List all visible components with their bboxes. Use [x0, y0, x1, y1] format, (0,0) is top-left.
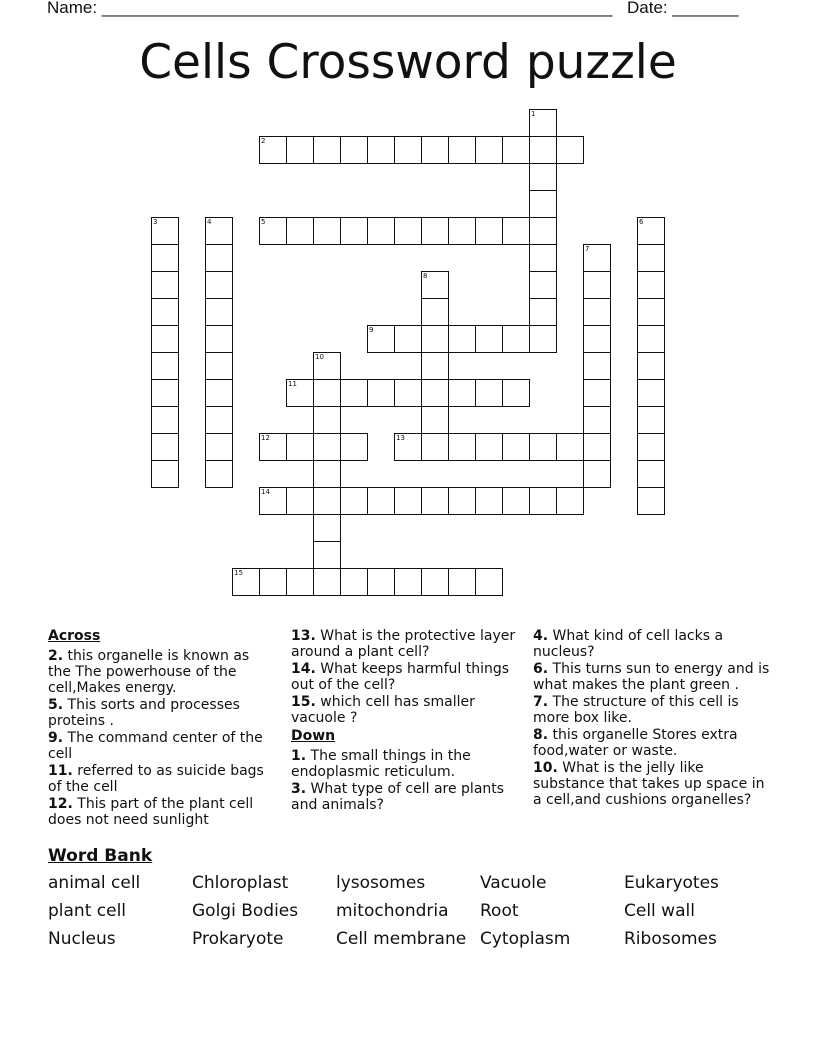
- clue-item: [48, 648, 273, 696]
- clues-column-2: [291, 628, 516, 814]
- clue-text: The command center of the cell: [48, 730, 263, 762]
- clue-item: [533, 694, 771, 726]
- crossword-cell[interactable]: [367, 379, 395, 407]
- crossword-cell[interactable]: [556, 487, 584, 515]
- word-bank-item: Prokaryote: [192, 929, 284, 949]
- crossword-cell[interactable]: [313, 379, 341, 407]
- crossword-cell[interactable]: [394, 136, 422, 164]
- crossword-cell[interactable]: [529, 217, 557, 245]
- crossword-cell[interactable]: [421, 487, 449, 515]
- clue-item: [48, 796, 273, 828]
- cell-number: 8: [423, 272, 428, 280]
- crossword-cell[interactable]: [475, 568, 503, 596]
- crossword-cell[interactable]: [340, 217, 368, 245]
- clue-number: 14.: [291, 661, 316, 677]
- crossword-cell[interactable]: [421, 136, 449, 164]
- crossword-cell[interactable]: [556, 433, 584, 461]
- crossword-cell[interactable]: [583, 298, 611, 326]
- crossword-cell[interactable]: [421, 379, 449, 407]
- crossword-cell[interactable]: [394, 487, 422, 515]
- clue-number: 11.: [48, 763, 73, 779]
- crossword-cell[interactable]: [583, 460, 611, 488]
- crossword-cell[interactable]: [529, 487, 557, 515]
- crossword-cell[interactable]: [313, 433, 341, 461]
- crossword-cell[interactable]: [286, 217, 314, 245]
- crossword-cell[interactable]: [313, 406, 341, 434]
- crossword-cell[interactable]: [151, 298, 179, 326]
- crossword-cell[interactable]: [475, 433, 503, 461]
- crossword-cell[interactable]: [205, 406, 233, 434]
- crossword-cell[interactable]: [421, 271, 449, 299]
- word-bank-item: plant cell: [48, 901, 127, 921]
- word-bank-item: Nucleus: [48, 929, 116, 949]
- crossword-cell[interactable]: [529, 244, 557, 272]
- clues-column-1: [48, 628, 273, 829]
- crossword-cell[interactable]: [502, 379, 530, 407]
- crossword-cell[interactable]: [637, 406, 665, 434]
- crossword-cell[interactable]: [205, 298, 233, 326]
- crossword-cell[interactable]: [475, 217, 503, 245]
- crossword-cell[interactable]: [151, 433, 179, 461]
- crossword-cell[interactable]: [259, 433, 287, 461]
- cell-number: 7: [585, 245, 590, 253]
- crossword-cell[interactable]: [529, 190, 557, 218]
- crossword-cell[interactable]: [340, 379, 368, 407]
- crossword-cell[interactable]: [151, 271, 179, 299]
- word-bank-item: Cell membrane: [336, 929, 467, 949]
- across-heading: Across: [48, 628, 101, 644]
- word-bank-item: lysosomes: [336, 873, 426, 893]
- crossword-cell[interactable]: [448, 568, 476, 596]
- crossword-cell[interactable]: [556, 136, 584, 164]
- clue-item: [291, 748, 516, 780]
- crossword-cell[interactable]: [421, 433, 449, 461]
- cell-number: 5: [261, 218, 266, 226]
- clue-number: 8.: [533, 727, 549, 743]
- crossword-cell[interactable]: [286, 379, 314, 407]
- crossword-cell[interactable]: [475, 325, 503, 353]
- word-bank-item: Cell wall: [624, 901, 695, 921]
- clue-number: 10.: [533, 760, 558, 776]
- down-heading: Down: [291, 728, 336, 744]
- crossword-cell[interactable]: [421, 217, 449, 245]
- crossword-cell[interactable]: [583, 352, 611, 380]
- crossword-cell[interactable]: [529, 271, 557, 299]
- clue-number: 1.: [291, 748, 307, 764]
- clue-text: this organelle Stores extra food,water or waste.: [533, 727, 738, 759]
- crossword-cell[interactable]: [367, 487, 395, 515]
- crossword-cell[interactable]: [259, 568, 287, 596]
- clue-item: [533, 727, 771, 759]
- crossword-cell[interactable]: [448, 487, 476, 515]
- word-bank-item: Vacuole: [480, 873, 547, 893]
- crossword-cell[interactable]: [475, 487, 503, 515]
- crossword-cell[interactable]: [583, 244, 611, 272]
- cell-number: 2: [261, 137, 266, 145]
- clue-number: 5.: [48, 697, 64, 713]
- crossword-cell[interactable]: [475, 136, 503, 164]
- clue-item: [291, 781, 516, 813]
- crossword-cell[interactable]: [367, 325, 395, 353]
- crossword-cell[interactable]: [448, 136, 476, 164]
- clue-number: 4.: [533, 628, 549, 644]
- cell-number: 12: [261, 434, 270, 442]
- clue-text: This turns sun to energy and is what makes the plant green .: [533, 661, 770, 693]
- crossword-cell[interactable]: [151, 217, 179, 245]
- crossword-cell[interactable]: [313, 460, 341, 488]
- crossword-cell[interactable]: [313, 136, 341, 164]
- crossword-cell[interactable]: [421, 298, 449, 326]
- clue-item: [48, 730, 273, 762]
- cell-number: 3: [153, 218, 158, 226]
- crossword-cell[interactable]: [205, 244, 233, 272]
- crossword-cell[interactable]: [286, 136, 314, 164]
- cell-number: 13: [396, 434, 405, 442]
- word-bank-item: Eukaryotes: [624, 873, 719, 893]
- word-bank-item: Ribosomes: [624, 929, 717, 949]
- crossword-cell[interactable]: [286, 487, 314, 515]
- clue-number: 6.: [533, 661, 549, 677]
- crossword-cell[interactable]: [313, 217, 341, 245]
- crossword-cell[interactable]: [637, 298, 665, 326]
- name-label: Name: ______________________________________________________: [47, 0, 613, 17]
- clue-text: which cell has smaller vacuole ?: [291, 694, 475, 726]
- crossword-cell[interactable]: [421, 325, 449, 353]
- crossword-cell[interactable]: [475, 379, 503, 407]
- crossword-cell[interactable]: [502, 325, 530, 353]
- crossword-cell[interactable]: [421, 352, 449, 380]
- crossword-cell[interactable]: [367, 136, 395, 164]
- crossword-cell[interactable]: [529, 109, 557, 137]
- crossword-cell[interactable]: [151, 325, 179, 353]
- date-blank: _______: [672, 0, 739, 17]
- crossword-cell[interactable]: [529, 136, 557, 164]
- crossword-cell[interactable]: [583, 406, 611, 434]
- clue-text: What is the jelly like substance that takes up space in a cell,and cushions organelles?: [533, 760, 765, 808]
- crossword-cell[interactable]: [529, 298, 557, 326]
- crossword-cell[interactable]: [583, 433, 611, 461]
- clue-item: [291, 628, 516, 660]
- cell-number: 11: [288, 380, 297, 388]
- crossword-cell[interactable]: [205, 352, 233, 380]
- clue-text: referred to as suicide bags of the cell: [48, 763, 264, 795]
- crossword-cell[interactable]: [232, 568, 260, 596]
- cell-number: 6: [639, 218, 644, 226]
- clue-number: 12.: [48, 796, 73, 812]
- clue-item: [48, 763, 273, 795]
- word-bank-item: Root: [480, 901, 519, 921]
- crossword-cell[interactable]: [529, 163, 557, 191]
- date-label: Date: _______: [627, 0, 739, 17]
- word-bank-item: Chloroplast: [192, 873, 289, 893]
- clue-item: [533, 628, 771, 660]
- crossword-cell[interactable]: [313, 487, 341, 515]
- crossword-cell[interactable]: [205, 217, 233, 245]
- crossword-cell[interactable]: [637, 271, 665, 299]
- word-bank-item: animal cell: [48, 873, 141, 893]
- crossword-cell[interactable]: [502, 487, 530, 515]
- crossword-cell[interactable]: [637, 379, 665, 407]
- cell-number: 1: [531, 110, 536, 118]
- word-bank-item: mitochondria: [336, 901, 449, 921]
- crossword-cell[interactable]: [583, 325, 611, 353]
- crossword-cell[interactable]: [205, 379, 233, 407]
- cell-number: 14: [261, 488, 270, 496]
- crossword-cell[interactable]: [448, 217, 476, 245]
- clue-item: [291, 661, 516, 693]
- clue-text: What type of cell are plants and animals?: [291, 781, 505, 813]
- word-bank-item: Golgi Bodies: [192, 901, 299, 921]
- crossword-cell[interactable]: [637, 433, 665, 461]
- crossword-cell[interactable]: [394, 217, 422, 245]
- clue-item: [533, 760, 771, 808]
- crossword-cell[interactable]: [151, 460, 179, 488]
- crossword-cell[interactable]: [205, 271, 233, 299]
- crossword-cell[interactable]: [583, 271, 611, 299]
- clue-text: What kind of cell lacks a nucleus?: [533, 628, 724, 660]
- crossword-cell[interactable]: [205, 433, 233, 461]
- clue-number: 2.: [48, 648, 64, 664]
- name-blank: ______________________________________________________: [101, 0, 613, 17]
- cell-number: 4: [207, 218, 212, 226]
- word-bank-item: Cytoplasm: [480, 929, 571, 949]
- crossword-cell[interactable]: [637, 460, 665, 488]
- clue-text: This part of the plant cell does not need sunlight: [48, 796, 254, 828]
- word-bank-title: Word Bank: [48, 846, 153, 866]
- clue-text: The structure of this cell is more box like.: [533, 694, 739, 726]
- clue-item: [48, 697, 273, 729]
- clue-item: [533, 661, 771, 693]
- crossword-cell[interactable]: [151, 244, 179, 272]
- crossword-cell[interactable]: [529, 433, 557, 461]
- crossword-cell[interactable]: [259, 136, 287, 164]
- crossword-cell[interactable]: [286, 433, 314, 461]
- page-title: Cells Crossword puzzle: [139, 35, 677, 90]
- crossword-cell[interactable]: [394, 568, 422, 596]
- crossword-cell[interactable]: [313, 568, 341, 596]
- crossword-cell[interactable]: [637, 352, 665, 380]
- crossword-cell[interactable]: [151, 379, 179, 407]
- crossword-cell[interactable]: [367, 217, 395, 245]
- clue-number: 15.: [291, 694, 316, 710]
- cell-number: 15: [234, 569, 243, 577]
- crossword-cell[interactable]: [421, 568, 449, 596]
- crossword-cell[interactable]: [583, 379, 611, 407]
- crossword-cell[interactable]: [367, 568, 395, 596]
- crossword-cell[interactable]: [394, 379, 422, 407]
- crossword-cell[interactable]: [313, 352, 341, 380]
- crossword-cell[interactable]: [394, 433, 422, 461]
- crossword-cell[interactable]: [205, 460, 233, 488]
- crossword-cell[interactable]: [394, 325, 422, 353]
- clue-number: 13.: [291, 628, 316, 644]
- clue-number: 9.: [48, 730, 64, 746]
- clue-number: 7.: [533, 694, 549, 710]
- crossword-cell[interactable]: [637, 325, 665, 353]
- crossword-cell[interactable]: [448, 433, 476, 461]
- clue-item: [291, 694, 516, 726]
- crossword-cell[interactable]: [637, 217, 665, 245]
- crossword-cell[interactable]: [259, 217, 287, 245]
- crossword-cell[interactable]: [637, 487, 665, 515]
- crossword-cell[interactable]: [151, 406, 179, 434]
- crossword-cell[interactable]: [502, 136, 530, 164]
- crossword-cell[interactable]: [340, 136, 368, 164]
- crossword-cell[interactable]: [313, 541, 341, 569]
- crossword-cell[interactable]: [502, 433, 530, 461]
- clue-text: What keeps harmful things out of the cell?: [291, 661, 510, 693]
- crossword-cell[interactable]: [448, 325, 476, 353]
- word-bank: [48, 872, 768, 950]
- crossword-cell[interactable]: [286, 568, 314, 596]
- clue-text: What is the protective layer around a plant cell?: [291, 628, 516, 660]
- crossword-cell[interactable]: [637, 244, 665, 272]
- crossword-cell[interactable]: [529, 325, 557, 353]
- cell-number: 10: [315, 353, 324, 361]
- crossword-cell[interactable]: [151, 352, 179, 380]
- clue-text: This sorts and processes proteins .: [48, 697, 240, 729]
- crossword-cell[interactable]: [205, 325, 233, 353]
- clue-text: The small things in the endoplasmic reticulum.: [291, 748, 471, 780]
- crossword-cell[interactable]: [340, 568, 368, 596]
- crossword-cell[interactable]: [502, 217, 530, 245]
- crossword-cell[interactable]: [421, 406, 449, 434]
- clues-column-3: [533, 628, 771, 809]
- crossword-cell[interactable]: [340, 433, 368, 461]
- crossword-cell[interactable]: [340, 487, 368, 515]
- crossword-cell[interactable]: [259, 487, 287, 515]
- clue-number: 3.: [291, 781, 307, 797]
- clue-text: this organelle is known as the The powerhouse of the cell,Makes energy.: [48, 648, 250, 696]
- crossword-cell[interactable]: [448, 379, 476, 407]
- crossword-cell[interactable]: [313, 514, 341, 542]
- cell-number: 9: [369, 326, 374, 334]
